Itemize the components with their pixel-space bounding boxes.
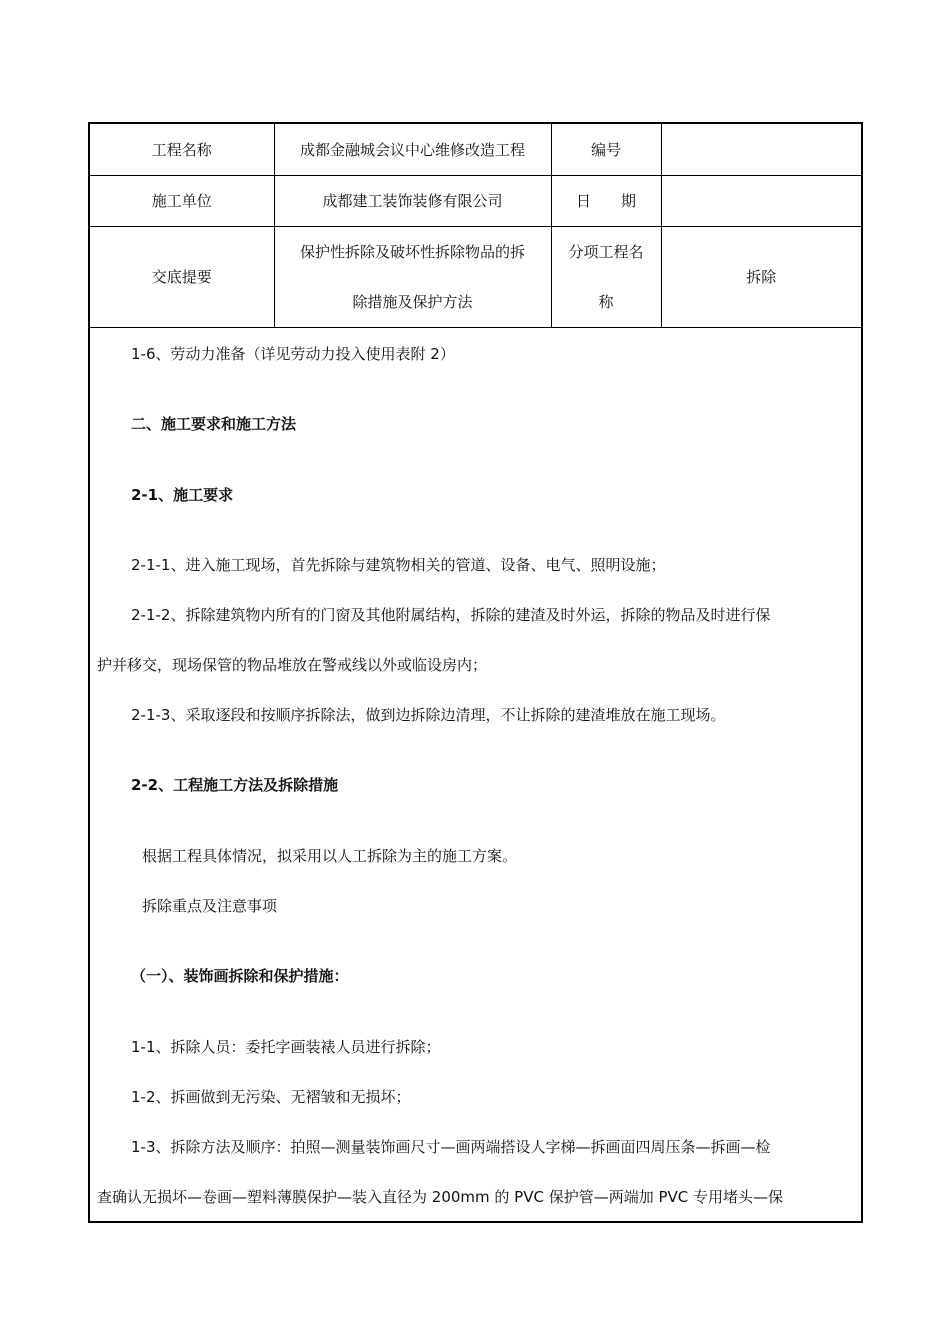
company-value: 成都建工装饰装修有限公司: [274, 175, 551, 226]
subsection-heading-painting: （一）、装饰画拆除和保护措施：: [131, 967, 349, 985]
paragraph-1-2: 1-2、拆画做到无污染、无褶皱和无损坏；: [131, 1088, 411, 1106]
subsection-heading-2-1: 2-1、施工要求: [131, 486, 234, 504]
header-row-summary: [90, 226, 861, 327]
sub-project-label-line1: 分项工程名: [568, 242, 644, 261]
date-value: [661, 175, 861, 226]
header-row-company: [90, 175, 861, 226]
paragraph-1-1: 1-1、拆除人员：委托字画装裱人员进行拆除；: [131, 1038, 441, 1056]
header-table: [90, 124, 861, 328]
paragraph-2-1-3: 2-1-3、采取逐段和按顺序拆除法，做到边拆除边清理，不让拆除的建渣堆放在施工现场。: [131, 706, 726, 724]
section-heading-2: 二、施工要求和施工方法: [131, 415, 297, 433]
summary-value: [274, 226, 551, 327]
project-name-value: 成都金融城会议中心维修改造工程: [274, 124, 551, 175]
paragraph-key-points: 拆除重点及注意事项: [142, 897, 278, 915]
sub-project-value: 拆除: [661, 226, 861, 327]
paragraph-2-1-1: 2-1-1、进入施工现场，首先拆除与建筑物相关的管道、设备、电气、照明设施；: [131, 556, 666, 574]
company-label: 施工单位: [90, 175, 274, 226]
summary-value-line1: 保护性拆除及破坏性拆除物品的拆: [299, 242, 525, 261]
sub-project-label-line2: 称: [598, 292, 614, 311]
number-value: [661, 124, 861, 175]
paragraph-plan: 根据工程具体情况，拟采用以人工拆除为主的施工方案。: [142, 847, 518, 865]
summary-label: 交底提要: [90, 226, 274, 327]
project-name-label: 工程名称: [90, 124, 274, 175]
summary-value-line2: 除措施及保护方法: [352, 292, 473, 311]
number-label: 编号: [551, 124, 661, 175]
paragraph-2-1-2-line1: 2-1-2、拆除建筑物内所有的门窗及其他附属结构，拆除的建渣及时外运，拆除的物品及时进行保: [131, 606, 771, 624]
paragraph-2-1-2-line2: 护并移交，现场保管的物品堆放在警戒线以外或临设房内；: [97, 656, 488, 674]
date-label: 日 期: [551, 175, 661, 226]
header-row-project: [90, 124, 861, 175]
disclosure-sheet: [88, 122, 863, 1223]
paragraph-1-3-line2: 查确认无损坏—卷画—塑料薄膜保护—装入直径为 200mm 的 PVC 保护管—两端加 PVC 专用堵头—保: [97, 1188, 784, 1206]
labor-prep-line: 1-6、劳动力准备（详见劳动力投入使用表附 2）: [131, 345, 455, 363]
subsection-heading-2-2: 2-2、工程施工方法及拆除措施: [131, 776, 339, 794]
paragraph-1-3-line1: 1-3、拆除方法及顺序：拍照—测量装饰画尺寸—画两端搭设人字梯—拆画面四周压条—拆画—检: [131, 1138, 771, 1156]
sub-project-label: [551, 226, 661, 327]
